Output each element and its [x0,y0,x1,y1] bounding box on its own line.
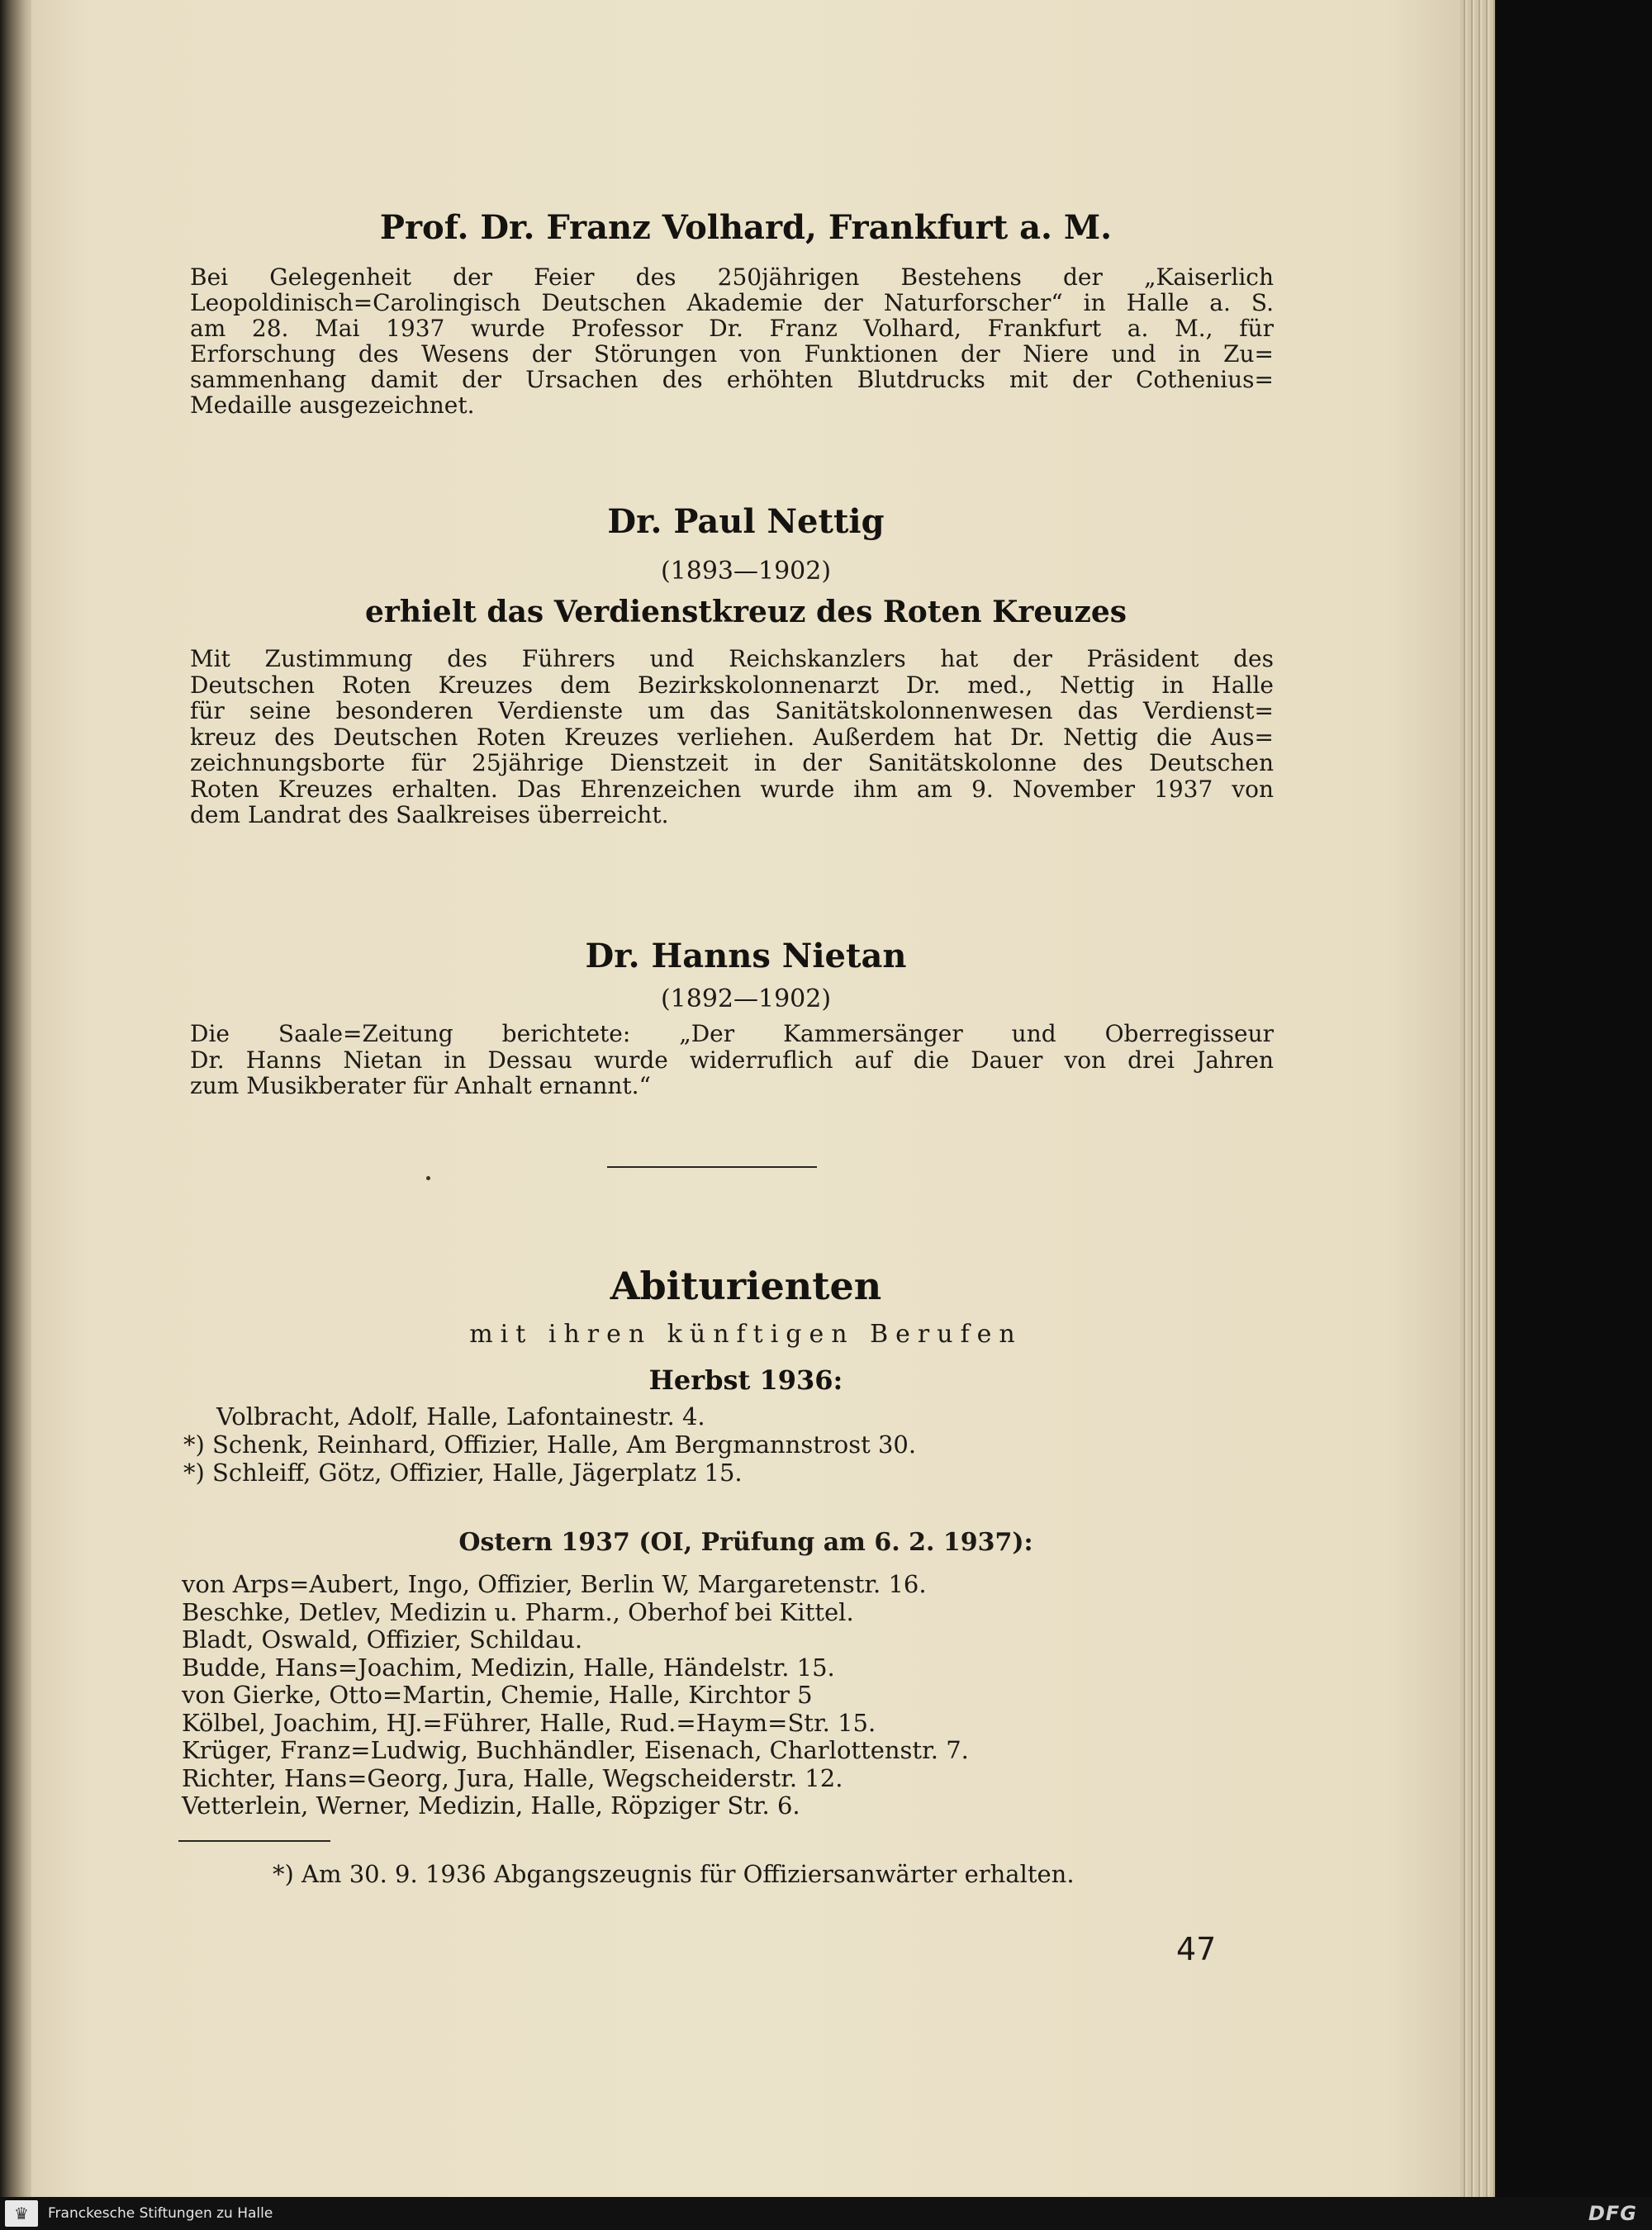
ostern-heading: Ostern 1937 (OI, Prüfung am 6. 2. 1937): [458,1528,1033,1557]
background-right [1495,0,1652,2197]
nietan-years: (1892—1902) [660,985,832,1013]
viewer-footer [0,2197,1652,2230]
paragraph-line: Roten Kreuzes erhalten. Das Ehrenzeichen wurde ihm am 9. November 1937 von [190,775,1274,803]
paragraph-line: Erforschung des Wesens der Störungen von Funktionen der Niere und in Zu= [190,340,1274,368]
paragraph-line: zum Musikberater für Anhalt ernannt.“ [190,1072,651,1099]
book-spine [0,0,31,2197]
dfg-logo: DFG [1588,2202,1637,2225]
herbst-heading: Herbst 1936: [648,1364,843,1396]
page-number: 47 [1176,1931,1217,1967]
nietan-paragraph [190,1021,1274,1099]
section-divider [607,1166,817,1168]
list-item: von Arps=Aubert, Ingo, Offizier, Berlin W, Margaretenstr. 16. [182,1570,927,1598]
ostern-list [182,1571,969,1820]
list-item: Krüger, Franz=Ludwig, Buchhändler, Eisenach, Charlottenstr. 7. [182,1736,969,1764]
nettig-paragraph [190,646,1274,828]
paragraph-line: zeichnungsborte für 25jährige Dienstzeit in der Sanitätskolonne des Deutschen [190,749,1274,776]
paragraph-line: sammenhang damit der Ursachen des erhöhten Blutdrucks mit der Cothenius= [190,366,1274,393]
herbst-list [183,1402,916,1487]
paragraph-line: Bei Gelegenheit der Feier des 250jährigen Bestehens der „Kaiserlich [190,263,1274,291]
paragraph-line: für seine besonderen Verdienste um das Sanitätskolonnenwesen das Verdienst= [190,697,1274,724]
paragraph-line: Deutschen Roten Kreuzes dem Bezirkskolonnenarzt Dr. med., Nettig in Halle [190,671,1274,699]
institution-label: Franckesche Stiftungen zu Halle [48,2205,273,2222]
paragraph-line: dem Landrat des Saalkreises überreicht. [190,801,669,828]
abiturienten-heading: Abiturienten [610,1264,882,1308]
list-item: Kölbel, Joachim, HJ.=Führer, Halle, Rud.=Haym=Str. 15. [182,1708,876,1737]
paragraph-line: kreuz des Deutschen Roten Kreuzes verliehen. Außerdem hat Dr. Nettig die Aus= [190,723,1274,751]
paragraph-line: am 28. Mai 1937 wurde Professor Dr. Franz Volhard, Frankfurt a. M., für [190,315,1274,342]
list-item: Vetterlein, Werner, Medizin, Halle, Röpziger Str. 6. [182,1791,800,1820]
list-item: Beschke, Detlev, Medizin u. Pharm., Oberhof bei Kittel. [182,1597,854,1626]
paragraph-line: Medaille ausgezeichnet. [190,391,475,419]
paragraph-line: Mit Zustimmung des Führers und Reichskanzlers hat der Präsident des [190,645,1274,672]
footnote: *) Am 30. 9. 1936 Abgangszeugnis für Offiziersanwärter erhalten. [273,1860,1075,1888]
paragraph-line: Leopoldinisch=Carolingisch Deutschen Akademie der Naturforscher“ in Halle a. S. [190,289,1274,316]
nettig-subheading: erhielt das Verdienstkreuz des Roten Kreuzes [364,595,1127,629]
volhard-paragraph [190,264,1274,418]
list-item: *) Schleiff, Götz, Offizier, Halle, Jägerplatz 15. [183,1459,743,1487]
crest-icon: ♛ [5,2200,38,2227]
abiturienten-subtitle: mit ihren künftigen Berufen [469,1320,1023,1349]
book-page [31,0,1460,2197]
nettig-years: (1893—1902) [660,557,832,586]
list-item: Budde, Hans=Joachim, Medizin, Halle, Händelstr. 15. [182,1653,835,1682]
speck [426,1176,430,1180]
nietan-heading: Dr. Hanns Nietan [585,937,907,975]
volhard-heading: Prof. Dr. Franz Volhard, Frankfurt a. M. [379,208,1113,247]
list-item: von Gierke, Otto=Martin, Chemie, Halle, Kirchtor 5 [182,1681,813,1709]
list-item: Richter, Hans=Georg, Jura, Halle, Wegscheiderstr. 12. [182,1763,843,1792]
paragraph-line: Dr. Hanns Nietan in Dessau wurde widerruflich auf die Dauer von drei Jahren [190,1046,1274,1074]
list-item: Volbracht, Adolf, Halle, Lafontainestr. 4. [216,1402,705,1431]
page-edges [1460,0,1495,2197]
list-item: Bladt, Oswald, Offizier, Schildau. [182,1625,583,1654]
list-item: *) Schenk, Reinhard, Offizier, Halle, Am Bergmannstrost 30. [183,1431,917,1459]
nettig-heading: Dr. Paul Nettig [607,502,885,541]
paragraph-line: Die Saale=Zeitung berichtete: „Der Kammersänger und Oberregisseur [190,1020,1274,1047]
footnote-rule [178,1840,330,1842]
